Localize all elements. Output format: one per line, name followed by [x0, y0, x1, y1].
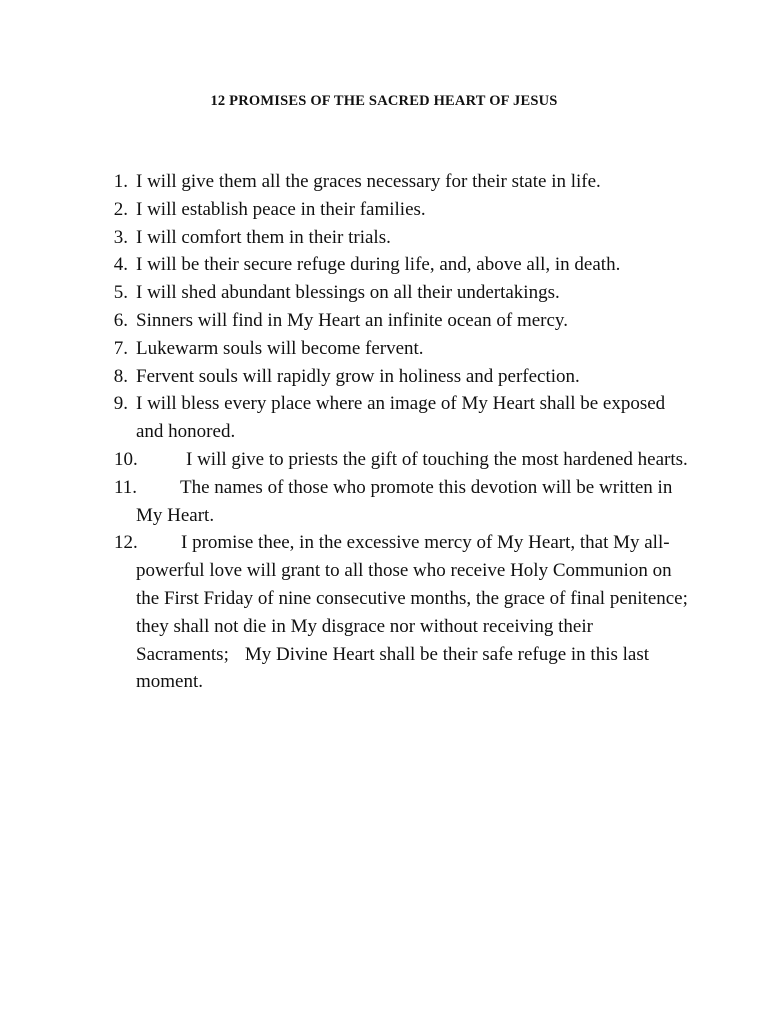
- list-number: 6.: [113, 309, 128, 331]
- list-item-text-continued: My Divine Heart shall be their safe refuge in this last moment.: [136, 643, 650, 693]
- list-number: 5.: [113, 282, 128, 304]
- list-item: [0, 390, 768, 446]
- page-title: 12 PROMISES OF THE SACRED HEART OF JESUS: [210, 93, 558, 109]
- list-item-text: The names of those who promote this devotion will be written in My Heart.: [136, 476, 673, 526]
- list-item-text: I promise thee, in the excessive mercy of My Heart, that My all-powerful love will grant to all those who receive Holy Communion on the First Friday of nine consecutive months, the grace of final penitence; they shall not die in My disgrace nor without receiving their Sacraments;: [136, 532, 688, 665]
- list-item: [0, 279, 768, 307]
- list-number: 3.: [113, 226, 128, 248]
- list-item-text: I will shed abundant blessings on all their undertakings.: [136, 282, 560, 304]
- list-item-text: I will bless every place where an image of My Heart shall be exposed and honored.: [136, 393, 666, 443]
- list-item-text: Lukewarm souls will become fervent.: [136, 337, 424, 359]
- list-item: [0, 529, 768, 696]
- list-number: 7.: [113, 337, 128, 359]
- list-item-text: I will give them all the graces necessary for their state in life.: [136, 171, 601, 192]
- list-item: [0, 224, 768, 252]
- list-number: 4.: [113, 254, 128, 276]
- list-item-text: I will comfort them in their trials.: [136, 226, 391, 248]
- list-item: [0, 335, 768, 363]
- list-item: [0, 307, 768, 335]
- list-item: [0, 474, 768, 530]
- list-item-text: Fervent souls will rapidly grow in holiness and perfection.: [136, 365, 580, 387]
- list-item-text: I will give to priests the gift of touching the most hardened hearts.: [186, 448, 688, 470]
- list-item: [0, 251, 768, 279]
- list-number: 12.: [114, 532, 138, 554]
- list-number: 9.: [113, 393, 128, 415]
- list-number: 1.: [113, 171, 128, 192]
- list-item-text: I will establish peace in their families.: [136, 198, 426, 220]
- list-number: 2.: [113, 198, 128, 220]
- list-number: 11.: [114, 476, 138, 498]
- list-number: 10.: [114, 448, 138, 470]
- list-item-text: Sinners will find in My Heart an infinite ocean of mercy.: [136, 309, 568, 331]
- list-item-text: I will be their secure refuge during life, and, above all, in death.: [136, 254, 621, 276]
- list-item: [0, 446, 768, 474]
- list-item: [0, 196, 768, 224]
- list-number: 8.: [113, 365, 128, 387]
- list-item: [0, 168, 768, 196]
- list-item: [0, 363, 768, 391]
- promise-list: [0, 168, 768, 696]
